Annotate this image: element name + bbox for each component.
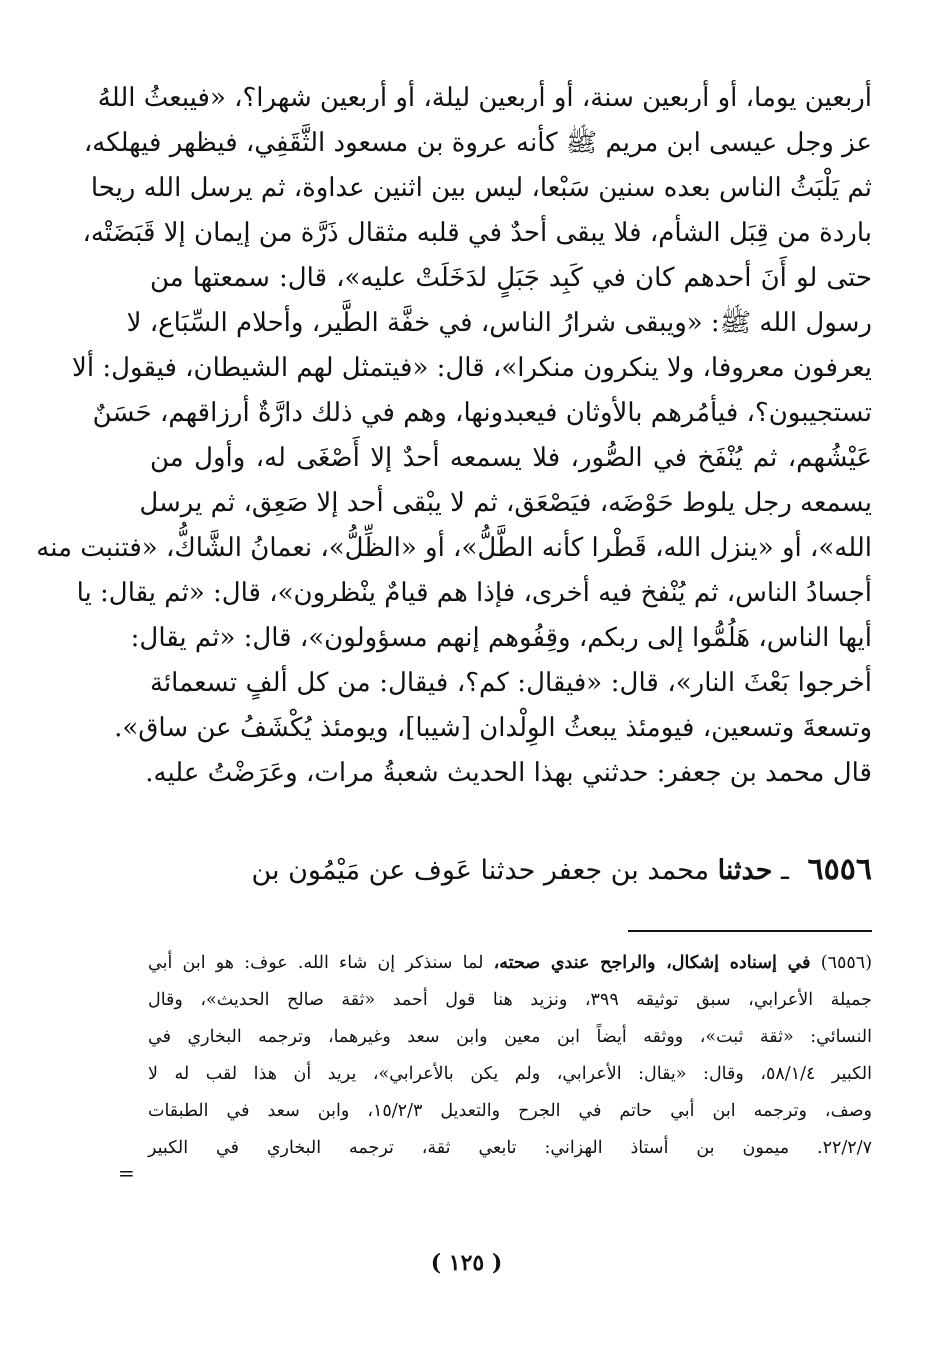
footnote-line: ٢٢/٢/٧. ميمون بن أستاذ الهزاني: تابعي ثقة، ترجمه البخاري في الكبير xyxy=(148,1138,872,1158)
hadith-number: ٦٥٥٦ xyxy=(807,852,872,887)
main-text-line: أجسادُ الناس، ثم يُنْفخ فيه أخرى، فإذا هم قيامٌ ينْظرون»، قال: «ثم يقال: يا xyxy=(76,578,872,608)
hadith-chain-text: محمد بن جعفر حدثنا عَوف عن مَيْمُون بن xyxy=(251,855,710,886)
main-text-body xyxy=(36,76,872,796)
hadith-heading xyxy=(150,845,872,895)
main-text-line: وتسعةَ وتسعين، فيومئذ يبعثُ الوِلْدان [شيبا]، ويومئذ يُكْشَفُ عن ساق». xyxy=(114,713,872,743)
footnote-line: النسائي: «ثقة ثبت»، ووثقه أيضاً ابن معين وابن سعد وغيرهما، وترجمه البخاري في xyxy=(148,1027,872,1047)
footnote-line: جميلة الأعرابي، سبق توثيقه ٣٩٩، ونزيد هنا قول أحمد «ثقة صالح الحديث»، وقال xyxy=(148,990,873,1010)
main-text-line: رسول الله ﷺ: «ويبقى شرارُ الناس، في خفَّة الطَّير، وأحلام السِّبَاع، لا xyxy=(126,308,872,338)
footnote-line xyxy=(148,945,872,982)
main-text-line: الله»، أو «ينزل الله، قَطْرا كأنه الطَّلُّ»، أو «الظِّلُّ»، نعمانُ الشَّاكُّ، «فتنبت منه xyxy=(36,533,872,563)
main-text-line: يسمعه رجل يلوط حَوْضَه، فيَصْعَق، ثم لا يبْقى أحد إلا صَعِق، ثم يرسل xyxy=(139,488,872,518)
main-text-line: باردة من قِبَل الشأم، فلا يبقى أحدٌ في قلبه مثقال ذَرَّة من إيمان إلا قَبَضَتْه، xyxy=(82,218,872,248)
footnote-continue-mark: = xyxy=(118,1161,135,1185)
main-text-line: تستجيبون؟، فيأمُرهم بالأوثان فيعبدونها، وهم في ذلك دارَّةٌ أرزاقهم، حَسَنٌ xyxy=(92,398,872,428)
main-text-line: عز وجل عيسى ابن مريم ﷺ كأنه عروة بن مسعود الثَّقَفِي، فيظهر فيهلكه، xyxy=(83,128,872,158)
footnote-number: (٦٥٥٦) xyxy=(820,953,873,973)
main-text-line: أخرجوا بَعْثَ النار»، قال: «فيقال: كم؟، فيقال: من كل ألفٍ تسعمائة xyxy=(150,668,872,698)
main-text-line: حتى لو أَنَ أحدهم كان في كَبِد جَبَلٍ لدَخَلَتْ عليه»، قال: سمعتها من xyxy=(150,263,872,293)
footnote-divider xyxy=(628,930,872,932)
main-text-line: قال محمد بن جعفر: حدثني بهذا الحديث شعبةُ مرات، وعَرَضْتُ عليه. xyxy=(145,758,872,788)
main-text-line: عَيْشُهم، ثم يُنْفَخ في الصُّور، فلا يسمعه أحدٌ إلا أَصْغَى له، وأول من xyxy=(150,443,872,473)
main-text-line: ثم يَلْبَثُ الناس بعده سنين سَبْعا، ليس بين اثنين عداوة، ثم يرسل الله ريحا xyxy=(90,173,872,203)
main-text-line: يعرفون معروفا، ولا ينكرون منكرا»، قال: «فيتمثل لهم الشيطان، فيقول: ألا xyxy=(72,353,872,383)
hadith-dash: ـ xyxy=(781,855,789,886)
footnote-verdict: في إسناده إشكال، والراجح عندي صحته، xyxy=(493,953,811,973)
footnote-line: الكبير ٥٨/١/٤، وقال: «يقال: الأعرابي، ولم يكن بالأعرابي»، يريد أن هذا لقب له لا xyxy=(148,1064,873,1084)
footnote-section xyxy=(148,945,872,1167)
page-number: ( ١٢٥ ) xyxy=(430,1250,503,1276)
main-text-line: أيها الناس، هَلُمُّوا إلى ربكم، وقِفُوهم إنهم مسؤولون»، قال: «ثم يقال: xyxy=(130,623,872,653)
main-text-line: أربعين يوما، أو أربعين سنة، أو أربعين ليلة، أو أربعين شهرا؟، «فيبعثُ اللهُ xyxy=(97,83,872,113)
hadith-lead-word: حدثنا xyxy=(717,855,773,886)
footnote-line: وصف، وترجمه ابن أبي حاتم في الجرح والتعديل ١٥/٢/٣، وابن سعد في الطبقات xyxy=(148,1101,872,1121)
footnote-text: لما سنذكر إن شاء الله. عوف: هو ابن أبي xyxy=(148,953,484,973)
